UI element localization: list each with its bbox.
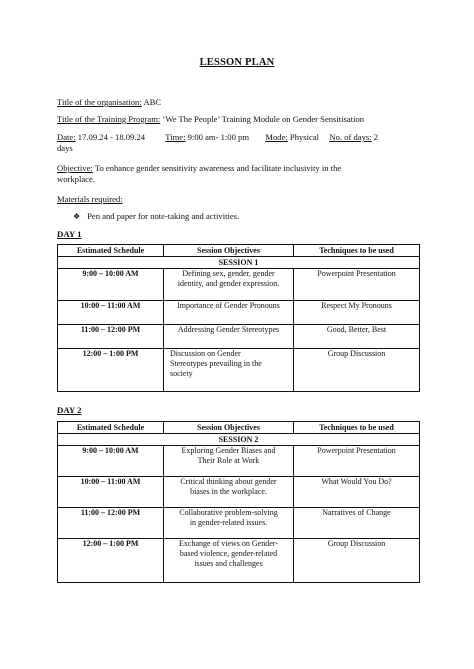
days-suffix: days — [57, 142, 73, 153]
session-objective: Discussion on Gender Stereotypes prevailing in the society — [164, 349, 294, 392]
column-header: Estimated Schedule — [58, 245, 164, 257]
schedule-time: 10:00 – 11:00 AM — [58, 477, 164, 508]
objective-text-2: workplace. — [57, 173, 95, 184]
session-label: SESSION 2 — [58, 434, 420, 446]
table-row — [58, 539, 420, 583]
objective-label: Objective: — [57, 163, 93, 173]
materials-item — [73, 211, 239, 221]
technique: Group Discussion — [294, 349, 420, 392]
diamond-bullet-icon: ❖ — [73, 212, 81, 221]
date-value: 17.09.24 - 18.09.24 — [77, 132, 146, 142]
session-label: SESSION 1 — [58, 257, 420, 269]
session-objective: Exchange of views on Gender- based violence, gender-related issues and challenges — [164, 539, 294, 583]
page-title: LESSON PLAN — [199, 57, 275, 68]
technique: Good, Better, Best — [294, 325, 420, 349]
time-value: 9:00 am- 1:00 pm — [187, 132, 250, 142]
session-objective: Critical thinking about gender biases in the workplace. — [164, 477, 294, 508]
session-objective: Importance of Gender Pronouns — [164, 301, 294, 325]
table-row — [58, 446, 420, 477]
session-objective: Exploring Gender Biases and Their Role at Work — [164, 446, 294, 477]
table-row — [58, 325, 420, 349]
table-row — [58, 477, 420, 508]
schedule-table — [57, 244, 420, 392]
technique: Powerpoint Presentation — [294, 269, 420, 301]
objective-line — [57, 163, 419, 184]
day-heading: DAY 1 — [57, 229, 82, 239]
schedule-time: 12:00 – 1:00 PM — [58, 539, 164, 583]
technique: Group Discussion — [294, 539, 420, 583]
technique: Respect My Pronouns — [294, 301, 420, 325]
schedule-time: 12:00 – 1:00 PM — [58, 349, 164, 392]
session-objective: Defining sex, gender, gender identity, and gender expression. — [164, 269, 294, 301]
schedule-time: 9:00 – 10:00 AM — [58, 446, 164, 477]
materials-label: Materials required: — [57, 194, 123, 204]
mode-label: Mode: — [265, 132, 288, 142]
schedule-time: 11:00 – 12:00 PM — [58, 508, 164, 539]
program-line — [57, 114, 419, 125]
session-objective: Collaborative problem-solving in gender-related issues. — [164, 508, 294, 539]
table-row — [58, 349, 420, 392]
materials-heading — [57, 194, 419, 205]
column-header: Session Objectives — [164, 422, 294, 434]
table-row — [58, 301, 420, 325]
session-objective: Addressing Gender Stereotypes — [164, 325, 294, 349]
organisation-line — [57, 97, 419, 108]
details-line — [57, 132, 419, 153]
organisation-value: ABC — [143, 97, 162, 107]
table-header-row — [58, 245, 420, 257]
schedule-time: 11:00 – 12:00 PM — [58, 325, 164, 349]
technique: Powerpoint Presentation — [294, 446, 420, 477]
column-header: Session Objectives — [164, 245, 294, 257]
column-header: Techniques to be used — [294, 422, 420, 434]
schedule-time: 9:00 – 10:00 AM — [58, 269, 164, 301]
days-value: 2 — [373, 132, 379, 142]
program-value: ‘We The People’ Training Module on Gender Sensitisation — [162, 114, 365, 124]
objective-text-1: To enhance gender sensitivity awareness and facilitate inclusivity in the — [94, 163, 342, 173]
column-header: Estimated Schedule — [58, 422, 164, 434]
schedule-time: 10:00 – 11:00 AM — [58, 301, 164, 325]
table-header-row — [58, 422, 420, 434]
days-label: No. of days: — [329, 132, 372, 142]
program-label: Title of the Training Program: — [57, 114, 161, 124]
column-header: Techniques to be used — [294, 245, 420, 257]
time-label: Time: — [165, 132, 186, 142]
mode-value: Physical — [289, 132, 320, 142]
technique: What Would You Do? — [294, 477, 420, 508]
day-heading: DAY 2 — [57, 405, 82, 415]
materials-item-text: Pen and paper for note-taking and activities. — [87, 211, 240, 221]
technique: Narratives of Change — [294, 508, 420, 539]
date-label: Date: — [57, 132, 76, 142]
organisation-label: Title of the organisation: — [57, 97, 142, 107]
schedule-table — [57, 421, 420, 583]
table-row — [58, 508, 420, 539]
table-row — [58, 269, 420, 301]
